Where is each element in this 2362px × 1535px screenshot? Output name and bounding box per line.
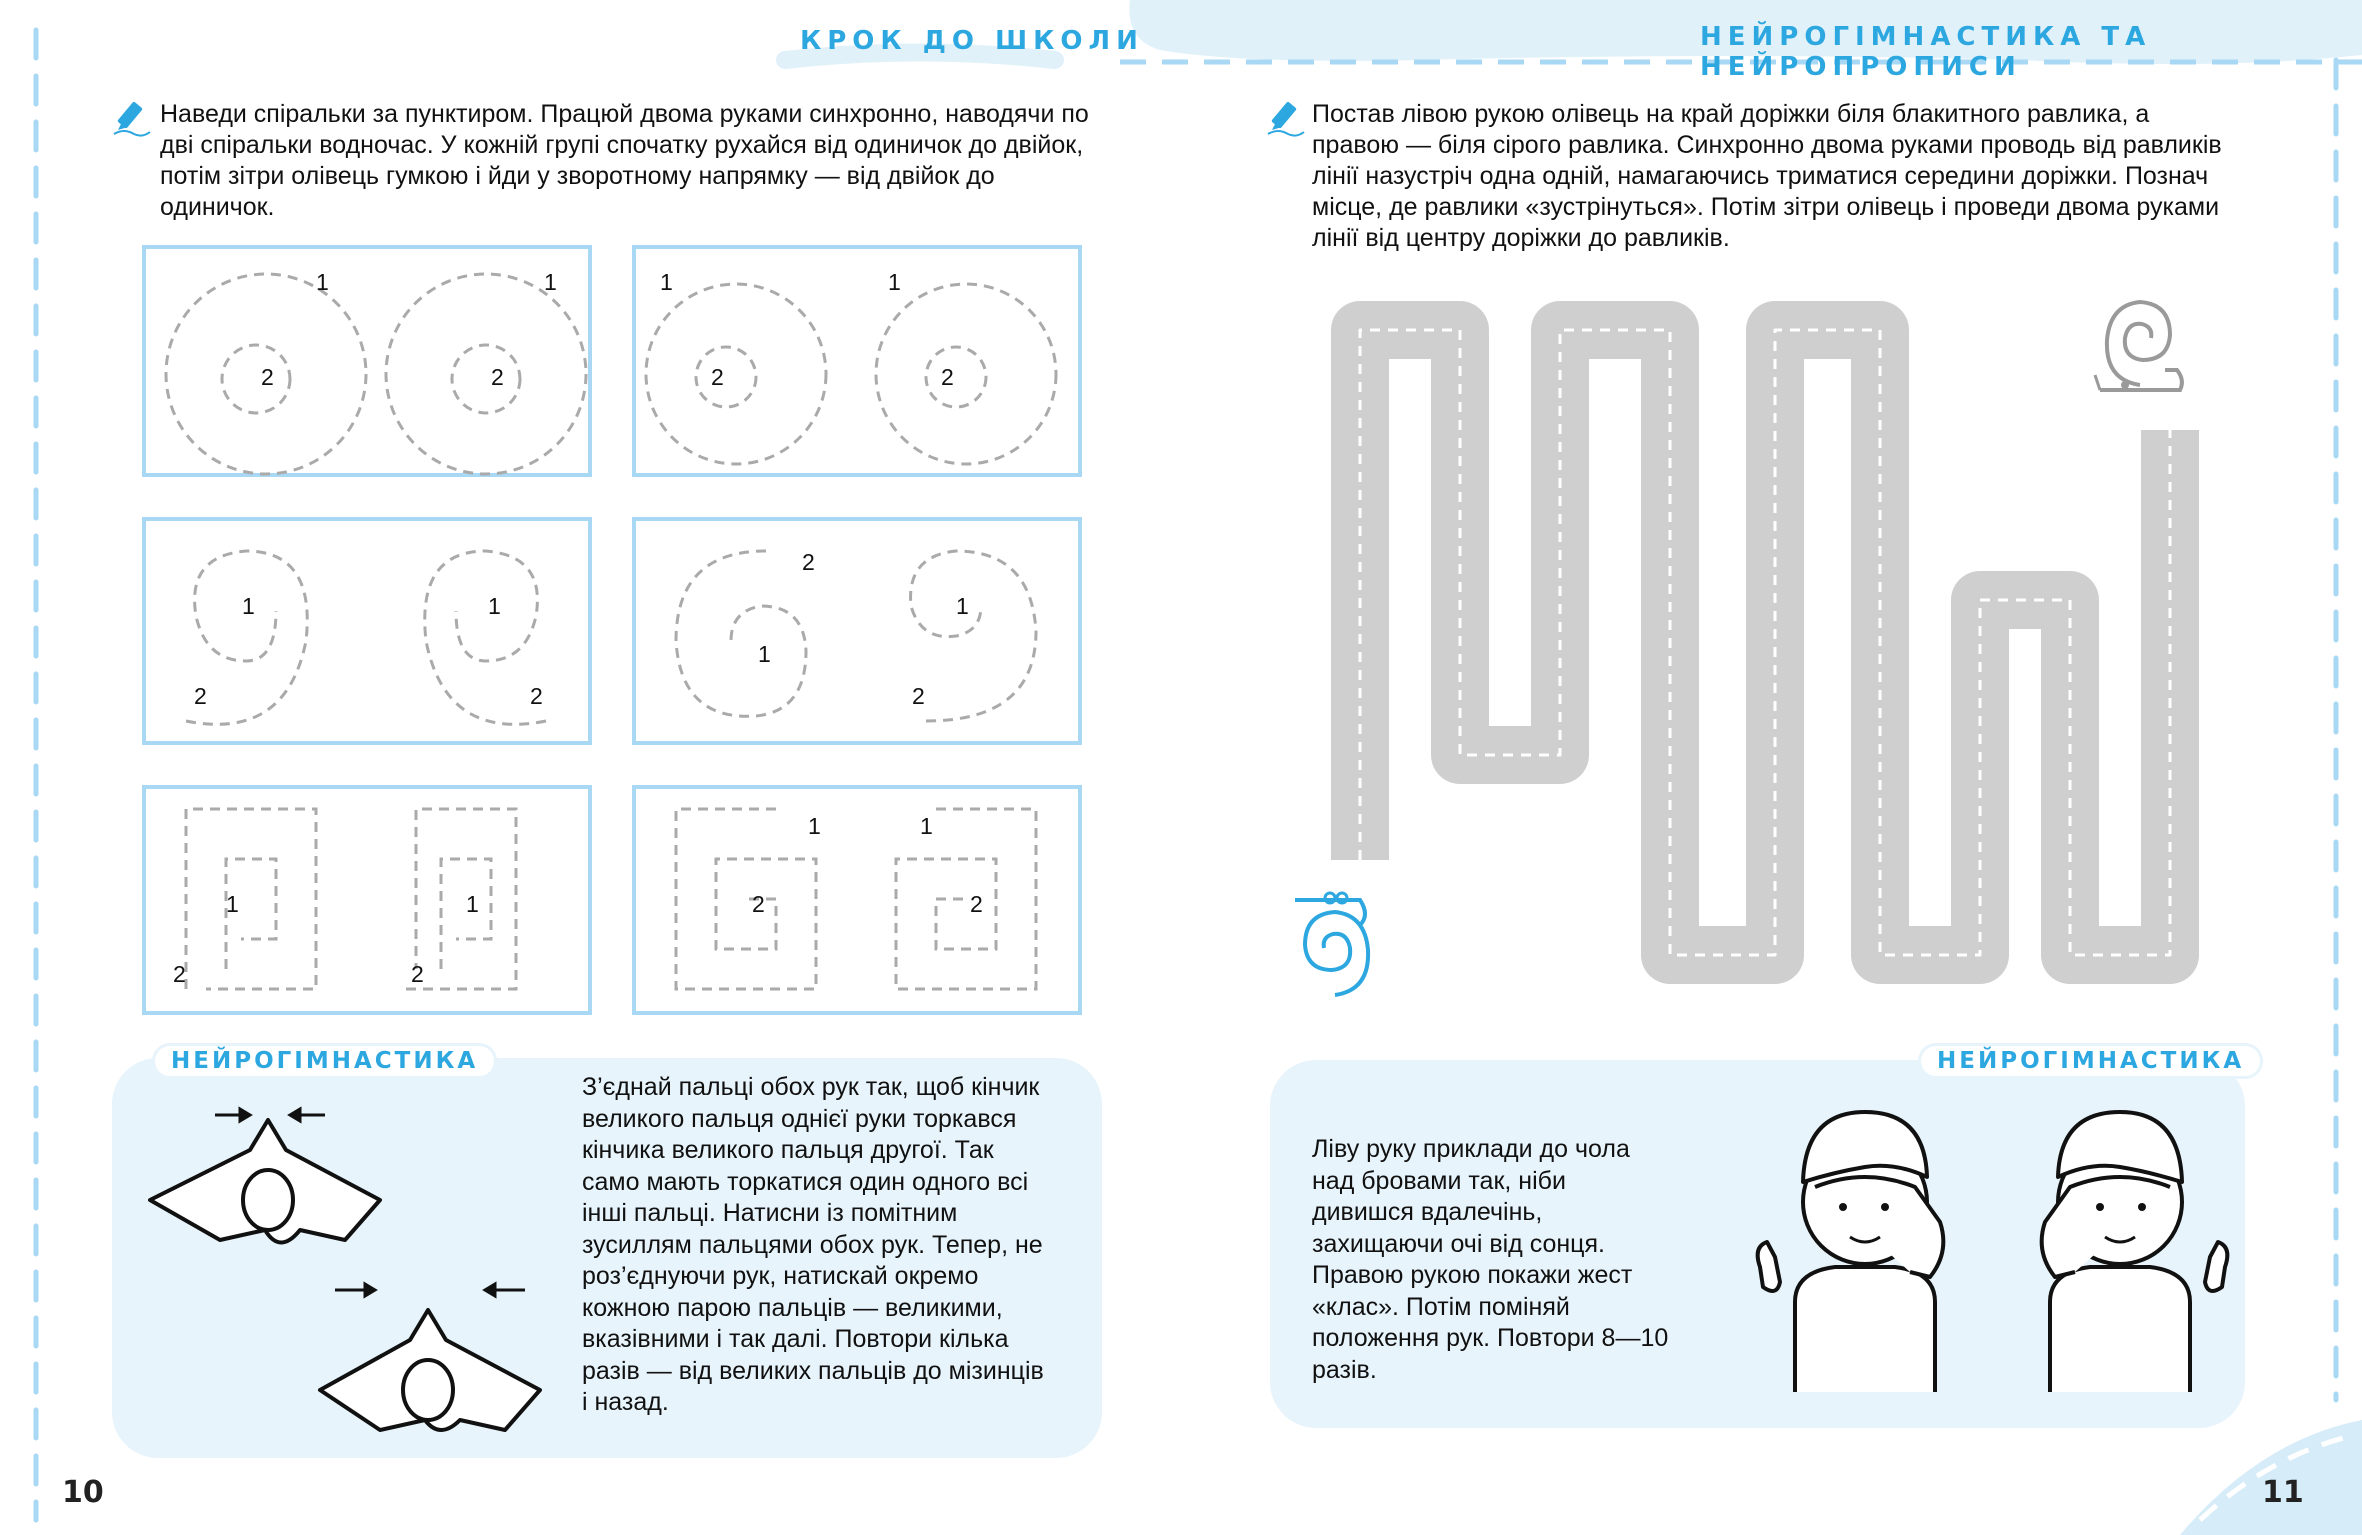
end-number: 2 [802, 549, 815, 575]
start-number: 1 [956, 593, 969, 619]
start-number: 1 [316, 269, 329, 295]
header-right [1700, 22, 2362, 82]
end-number: 2 [491, 364, 504, 390]
left-exercise-text: З’єднай пальці обох рук так, щоб кінчик великого пальця однієї руки торкався кінчика великого пальця другої. Так само мають торкатися один одного всі інші пальці. Натисни із помітним зусиллям пальцями обох рук. Тепер, не роз’єднуючи рук, натискай окремо кожною парою пальців — великими, вказівними і так далі. Повтори кілька разів — від великих пальців до мізинців і назад. [582, 1073, 1044, 1416]
snail-track[interactable] [1320, 300, 2220, 1020]
child-icon [1735, 1072, 1995, 1392]
end-number: 2 [530, 683, 543, 709]
right-dashed-border [2312, 0, 2362, 1535]
dashed-spirals[interactable] [146, 249, 588, 473]
end-number: 2 [752, 891, 765, 917]
end-number: 2 [912, 683, 925, 709]
header-left-text: КРОК ДО ШКОЛИ [800, 26, 1144, 56]
left-dashed-border [0, 0, 60, 1535]
neuro-tag-left [152, 1043, 497, 1079]
header-right-text: НЕЙРОГІМНАСТИКА ТА НЕЙРОПРОПИСИ [1700, 22, 2152, 82]
spiral-panel-3 [142, 517, 592, 745]
spiral-panel-2 [632, 245, 1082, 477]
start-number: 1 [920, 813, 933, 839]
dashed-squares[interactable] [146, 789, 588, 1011]
end-number: 2 [173, 961, 186, 987]
neuro-tag-label: НЕЙРОГІМНАСТИКА [171, 1048, 479, 1074]
end-number: 2 [194, 683, 207, 709]
start-number: 1 [466, 891, 479, 917]
start-number: 1 [888, 269, 901, 295]
start-number: 1 [544, 269, 557, 295]
spiral-panel-4 [632, 517, 1082, 745]
dashed-spirals[interactable] [636, 249, 1078, 473]
start-number: 1 [226, 891, 239, 917]
child-icon [1990, 1072, 2250, 1392]
dashed-spirals[interactable] [636, 521, 1078, 741]
end-number: 2 [711, 364, 724, 390]
snail-icon [2095, 290, 2185, 415]
start-number: 1 [758, 641, 771, 667]
neuro-tag-label: НЕЙРОГІМНАСТИКА [1937, 1048, 2245, 1074]
end-number: 2 [941, 364, 954, 390]
snail-icon [1290, 880, 1380, 1010]
left-task-text: Наведи спіральки за пунктиром. Працюй двома руками синхронно, наводячи по дві спіральки водночас. У кожній групі спочатку рухайся від одиничок до двійок, потім зітри олівець гумкою і йди у зворотному напрямку — від двійок до одиничок. [160, 100, 1089, 221]
dashed-spirals[interactable] [146, 521, 588, 741]
right-exercise-text: Ліву руку приклади до чола над бровами так, ніби дивишся вдалечінь, захищаючи очі від сонця. Правою рукою покажи жест «клас». Потім поміняй положення рук. Повтори 8—10 разів. [1312, 1135, 1669, 1384]
start-number: 1 [660, 269, 673, 295]
page-number-left: 10 [62, 1475, 104, 1510]
header-left [800, 26, 1144, 56]
spiral-panel-6 [632, 785, 1082, 1015]
start-number: 1 [488, 593, 501, 619]
start-number: 1 [808, 813, 821, 839]
page-number-right: 11 [2262, 1475, 2304, 1510]
start-number: 1 [242, 593, 255, 619]
dashed-squares[interactable] [636, 789, 1078, 1011]
end-number: 2 [261, 364, 274, 390]
end-number: 2 [411, 961, 424, 987]
pencil-icon [1266, 98, 1306, 138]
pencil-icon [112, 98, 152, 138]
end-number: 2 [970, 891, 983, 917]
spiral-panel-5 [142, 785, 592, 1015]
hands-icon [140, 1090, 560, 1440]
right-task-text: Постав лівою рукою олівець на край доріжки біля блакитного равлика, а правою — біля сірого равлика. Синхронно двома руками проводь від равликів лінії назустріч одна одній, намагаючись триматися середини доріжки. Познач місце, де равлики «зустрінуться». Потім зітри олівець і проведи двома руками лінії від центру доріжки до равликів. [1312, 100, 2222, 252]
spiral-panel-1 [142, 245, 592, 477]
